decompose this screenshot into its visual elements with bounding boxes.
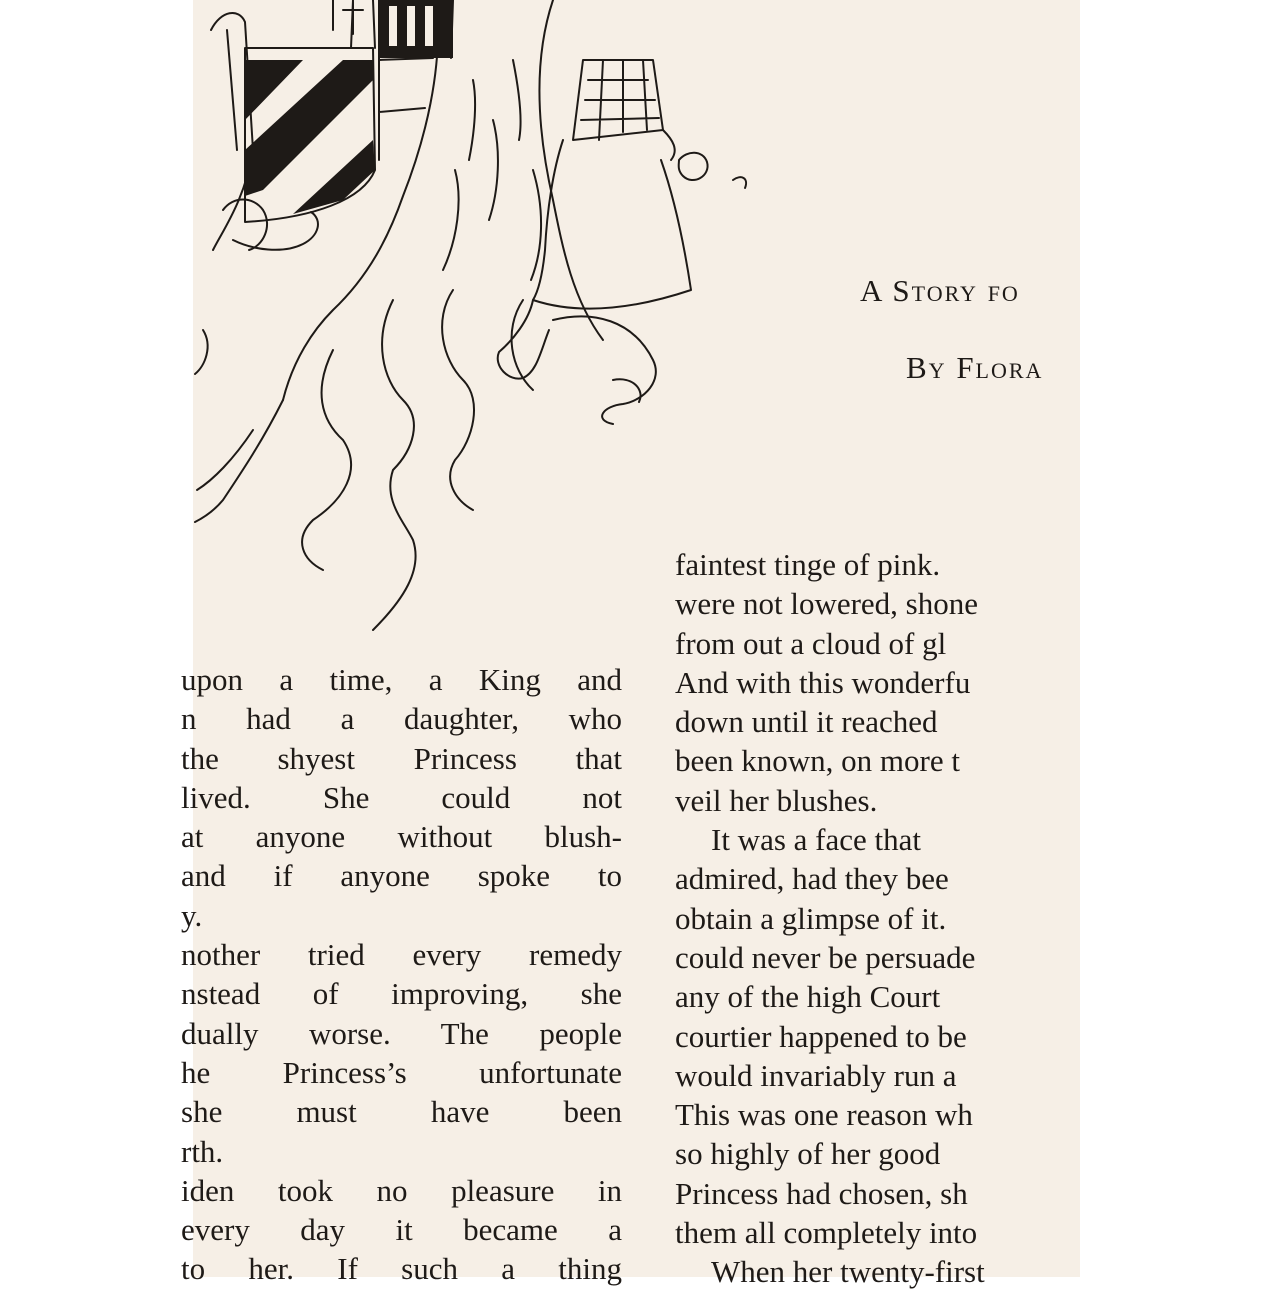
text-line: faintest tinge of pink. xyxy=(675,547,941,582)
text-line: upon a time, a King and xyxy=(181,662,622,697)
text-line: them all completely into xyxy=(675,1215,978,1251)
text-line: rth. xyxy=(181,1133,224,1169)
text-line: n had a daughter, who xyxy=(181,701,622,737)
text-line: were not lowered, shone xyxy=(675,586,979,622)
text-line: could never be persuade xyxy=(675,939,976,975)
book-page xyxy=(181,0,1080,1290)
text-line: iden took no pleasure in xyxy=(181,1172,622,1208)
text-line: veil her blushes. xyxy=(675,782,878,818)
text-line: would invariably run a xyxy=(675,1057,957,1093)
text-line: and if anyone spoke to xyxy=(181,858,622,894)
text-line: obtain a glimpse of it. xyxy=(675,900,947,936)
text-line: And with this wonderfu xyxy=(675,664,971,700)
story-heading: A Story fo xyxy=(860,273,1020,308)
text-line: nstead of improving, she xyxy=(181,976,622,1012)
text-line: from out a cloud of gl xyxy=(675,625,947,661)
text-line: the shyest Princess that xyxy=(181,740,622,776)
text-line: to her. If such a thing xyxy=(181,1251,622,1287)
text-line: he Princess’s unfortunate xyxy=(181,1054,622,1090)
text-line: down until it reached xyxy=(675,704,938,740)
text-line: been known, on more t xyxy=(675,743,960,779)
text-line: y. xyxy=(181,897,203,933)
text-line: admired, had they bee xyxy=(675,861,949,897)
text-line: she must have been xyxy=(181,1094,622,1130)
author-byline: By Flora xyxy=(906,350,1044,385)
text-line: When her twenty-first xyxy=(711,1254,985,1290)
text-line: any of the high Court xyxy=(675,979,941,1015)
text-line: It was a face that xyxy=(711,822,921,858)
text-line: courtier happened to be xyxy=(675,1018,967,1054)
text-line: dually worse. The people xyxy=(181,1015,622,1051)
left-text-column xyxy=(181,660,622,1287)
text-line: every day it became a xyxy=(181,1212,622,1248)
text-line: lived. She could not xyxy=(181,779,622,815)
text-line: Princess had chosen, sh xyxy=(675,1175,968,1211)
fairy-tale-illustration xyxy=(193,0,1080,640)
text-line: so highly of her good xyxy=(675,1136,941,1172)
right-text-column xyxy=(675,545,1115,1290)
text-line: This was one reason wh xyxy=(675,1097,973,1133)
text-line: nother tried every remedy xyxy=(181,937,622,973)
text-line: at anyone without blush- xyxy=(181,819,622,855)
